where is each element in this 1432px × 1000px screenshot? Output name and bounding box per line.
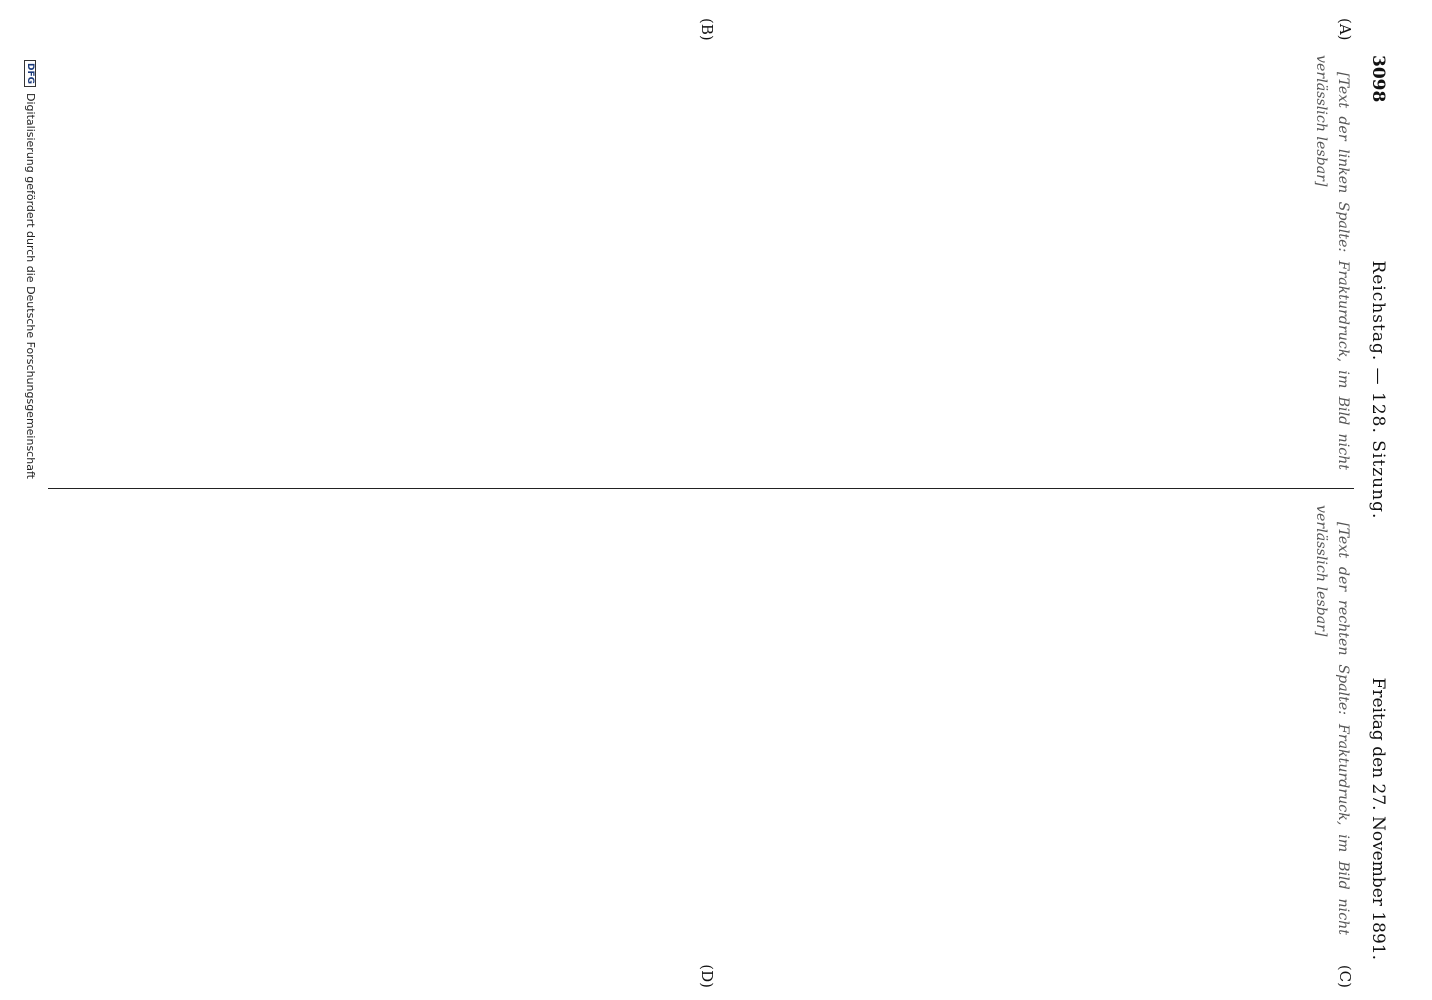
margin-letter-a: (A) xyxy=(1336,18,1354,41)
dfg-logo: DFG xyxy=(25,60,37,87)
running-head xyxy=(1364,55,1388,960)
digitization-credit-text: Digitalisierung gefördert durch die Deutsche Forschungsgemeinschaft xyxy=(24,93,37,479)
document-page xyxy=(26,0,1406,1000)
digitization-credit xyxy=(24,60,37,479)
left-column-text: [Text der linken Spalte: Frakturdruck, im Bild nicht verlässlich lesbar] xyxy=(1312,55,1351,470)
right-column-text: [Text der rechten Spalte: Frakturdruck, im Bild nicht verlässlich lesbar] xyxy=(1312,505,1351,935)
session-date: Freitag den 27. November 1891. xyxy=(1368,677,1388,960)
left-text-column xyxy=(48,55,1354,470)
margin-letter-c: (C) xyxy=(1336,964,1354,988)
right-text-column xyxy=(48,505,1354,935)
margin-letter-d: (D) xyxy=(698,964,716,988)
margin-letter-b: (B) xyxy=(698,18,716,41)
page-number: 3098 xyxy=(1368,55,1388,103)
column-divider xyxy=(48,488,1354,489)
session-heading: Reichstag. — 128. Sitzung. xyxy=(1368,260,1388,520)
